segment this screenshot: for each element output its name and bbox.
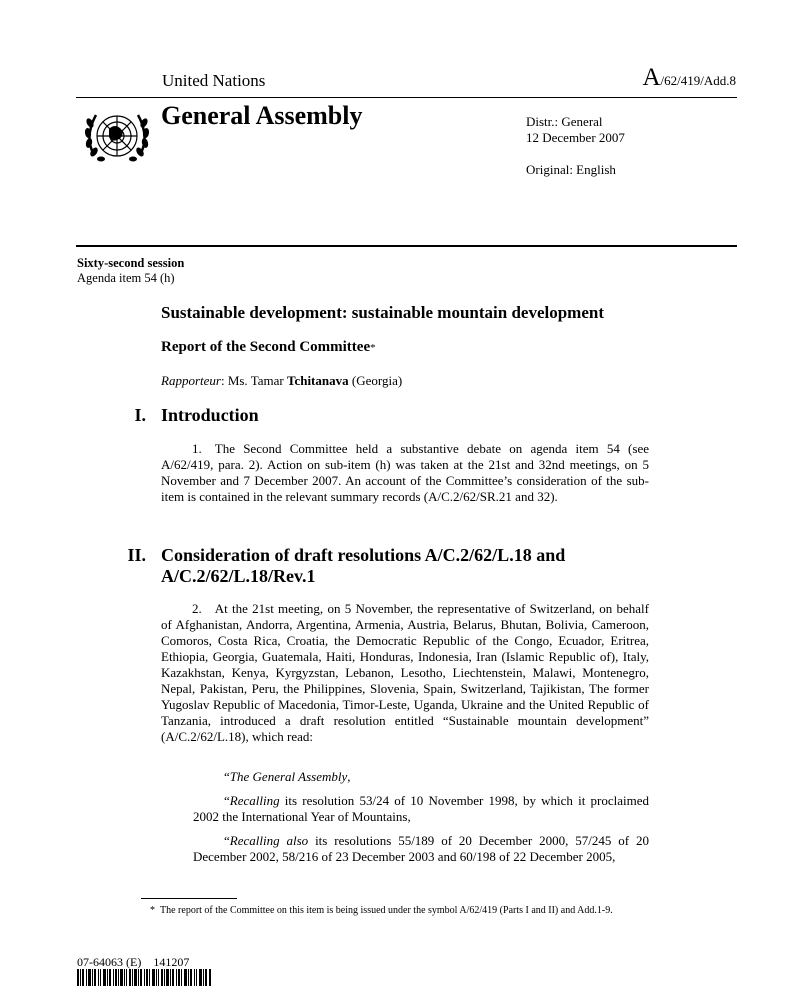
session-name: Sixty-second session — [77, 256, 185, 270]
symbol-prefix: A — [642, 64, 661, 91]
quote-recalling-text: its resolution 53/24 of 10 November 1998, by which it proclaimed 2002 the International Year of Mountains, — [193, 793, 649, 824]
distribution-block — [526, 114, 625, 146]
session-rule — [76, 245, 737, 247]
quote-mark: “ — [224, 793, 230, 808]
organization-name: United Nations — [162, 71, 266, 90]
section-title-2-line2: A/C.2/62/L.18/Rev.1 — [161, 566, 316, 586]
footnote-text: The report of the Committee on this item is being issued under the symbol A/62/419 (Parts I and II) and Add.1-9. — [160, 905, 613, 916]
report-heading — [161, 339, 376, 356]
quote-comma: , — [347, 769, 351, 784]
quote-recalling-verb: Recalling — [229, 793, 280, 808]
footnote-mark: * — [150, 905, 155, 916]
document-number: 07-64063 (E) 141207 — [77, 955, 190, 969]
quote-recalling-also — [193, 833, 649, 865]
original-language: Original: English — [526, 162, 616, 177]
quote-mark: “ — [224, 769, 230, 784]
quote-preamble — [193, 769, 649, 785]
rapporteur-line — [161, 373, 402, 389]
paragraph-2: 2. At the 21st meeting, on 5 November, the representative of Switzerland, on behalf of Afghanistan, Andorra, Argentina, Armenia, Austria, Belarus, Bhutan, Bolivia, Cameroon, Comoros, Costa Rica, Croatia, the Democratic Republic of the Congo, Ecuador, Eritrea, Ethiopia, Georgia, Guatemala, Haiti, Honduras, Indonesia, Iran (Islamic Republic of), Italy, Kazakhstan, Kenya, Kyrgyzstan, Lebanon, Lesotho, Liechtenstein, Malawi, Montenegro, Nepal, Pakistan, Peru, the Philippines, Slovenia, Spain, Switzerland, Tajikistan, The former Yugoslav Republic of Macedonia, Timor-Leste, Uganda, Ukraine and the United Republic of Tanzania, introduced a draft resolution entitled “Sustainable mountain development” (A/C.2/62/L.18), which read: — [161, 601, 649, 744]
quote-mark: “ — [224, 833, 230, 848]
footnote — [150, 904, 630, 917]
section-title-2 — [161, 545, 565, 587]
section-number-2: II. — [127, 545, 146, 565]
organ-title: General Assembly — [161, 101, 363, 130]
rapporteur-country: (Georgia) — [348, 373, 403, 388]
quote-recalling-also-verb: Recalling also — [229, 833, 309, 848]
issue-date: 12 December 2007 — [526, 130, 625, 145]
quote-recalling-also-text: its resolutions 55/189 of 20 December 2000, 57/245 of 20 December 2002, 58/216 of 23 December 2003 and 60/198 of 22 December 2005, — [193, 833, 649, 864]
document-title: Sustainable development: sustainable mountain development — [161, 303, 604, 322]
section-number-1: I. — [134, 405, 146, 425]
quote-assembly: The General Assembly — [229, 769, 348, 784]
header-rule — [76, 97, 737, 98]
document-symbol — [642, 64, 736, 92]
section-title-2-line1: Consideration of draft resolutions A/C.2/62/L.18 and — [161, 545, 566, 565]
section-title-1: Introduction — [161, 405, 259, 425]
barcode-icon — [77, 969, 211, 986]
report-footnote-mark: * — [370, 342, 376, 354]
rapporteur-surname: Tchitanava — [286, 373, 349, 388]
footnote-rule — [141, 898, 237, 899]
un-emblem-icon — [79, 103, 155, 169]
rapporteur-role: Rapporteur — [161, 373, 221, 388]
distribution: Distr.: General — [526, 114, 603, 129]
symbol-rest: /62/419/Add.8 — [660, 73, 736, 88]
quote-recalling — [193, 793, 649, 825]
agenda-item: Agenda item 54 (h) — [77, 271, 175, 285]
report-label: Report of the Second Committee — [161, 339, 371, 355]
rapporteur-prefix: : Ms. Tamar — [220, 373, 287, 388]
session-info — [77, 256, 184, 286]
paragraph-1: 1. The Second Committee held a substantive debate on agenda item 54 (see A/62/419, para. 2). Action on sub-item (h) was taken at the 21st and 32nd meetings, on 5 November and 7 December 2007. An account of the Committee’s consideration of the sub-item is contained in the relevant summary records (A/C.2/62/SR.21 and 32). — [161, 441, 649, 504]
